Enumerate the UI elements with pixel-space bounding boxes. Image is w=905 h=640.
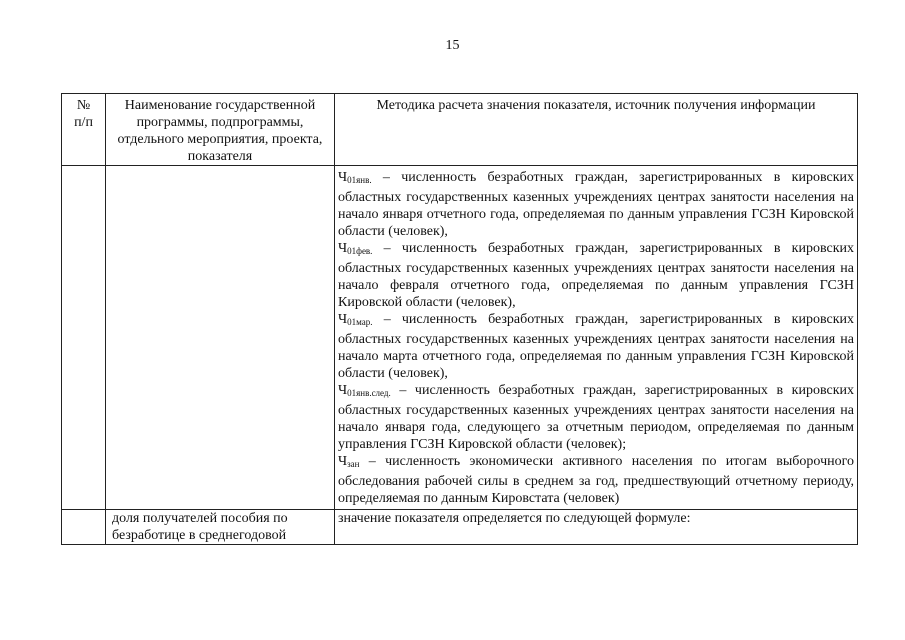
row-number-cell (62, 510, 106, 545)
definition-item (338, 453, 854, 507)
definition-text: – численность экономически активного населения по итогам выборочного обследования рабочей силы в среднем за год, предшествующий отчетному периоду, определяемая по данным Кировстата (человек) (338, 454, 854, 506)
definition-text: – численность безработных граждан, зарегистрированных в кировских областных государственных казенных учреждениях центрах занятости населения на начало марта отчетного года, определяемая по данным управления ГСЗН Кировской области (человек), (338, 312, 854, 381)
indicator-method: значение показателя определяется по следующей формуле: (338, 511, 691, 526)
definition-symbol: $Ч_{зан}$ (338, 454, 360, 469)
indicator-name: доля получателей пособия по безработице в среднегодовой (112, 511, 288, 543)
definition-text: – численность безработных граждан, зарегистрированных в кировских областных государственных казенных учреждениях центрах занятости населения на начало февраля отчетного года, определяемая по данным управления ГСЗН Кировской области (человек), (338, 241, 854, 310)
header-number (62, 94, 106, 166)
table-row (62, 166, 858, 510)
header-method (335, 94, 858, 166)
indicator-name-cell (106, 510, 335, 545)
table-row (62, 510, 858, 545)
definition-symbol: $Ч_{01янв.}$ (338, 170, 372, 185)
definition-text: – численность безработных граждан, зарегистрированных в кировских областных государственных казенных учреждениях центрах занятости населения на начало января года, следующего за отчетным периодом, определяемая по данным управления ГСЗН Кировской области (человек); (338, 383, 854, 452)
definition-item (338, 382, 854, 453)
indicator-method-cell (335, 510, 858, 545)
definition-item (338, 311, 854, 382)
definition-text: – численность безработных граждан, зарегистрированных в кировских областных государственных казенных учреждениях центрах занятости населения на начало января отчетного года, определяемая по данным управления ГСЗН Кировской области (человек), (338, 170, 854, 239)
definition-symbol: $Ч_{01мар.}$ (338, 312, 373, 327)
definitions-cell (335, 166, 858, 510)
table-header-row (62, 94, 858, 166)
definition-item (338, 169, 854, 240)
definition-item (338, 240, 854, 311)
definition-symbol: $Ч_{01янв.след.}$ (338, 383, 391, 398)
row-name-cell (106, 166, 335, 510)
indicator-table (61, 93, 858, 545)
definition-symbol: $Ч_{01фев.}$ (338, 241, 373, 256)
header-number-text: № п/п (74, 98, 93, 130)
header-name (106, 94, 335, 166)
header-method-text: Методика расчета значения показателя, источник получения информации (376, 98, 816, 113)
page-number: 15 (445, 38, 460, 53)
row-number-cell (62, 166, 106, 510)
header-name-text: Наименование государственной программы, подпрограммы, отдельного мероприятия, проекта, показателя (117, 98, 323, 164)
